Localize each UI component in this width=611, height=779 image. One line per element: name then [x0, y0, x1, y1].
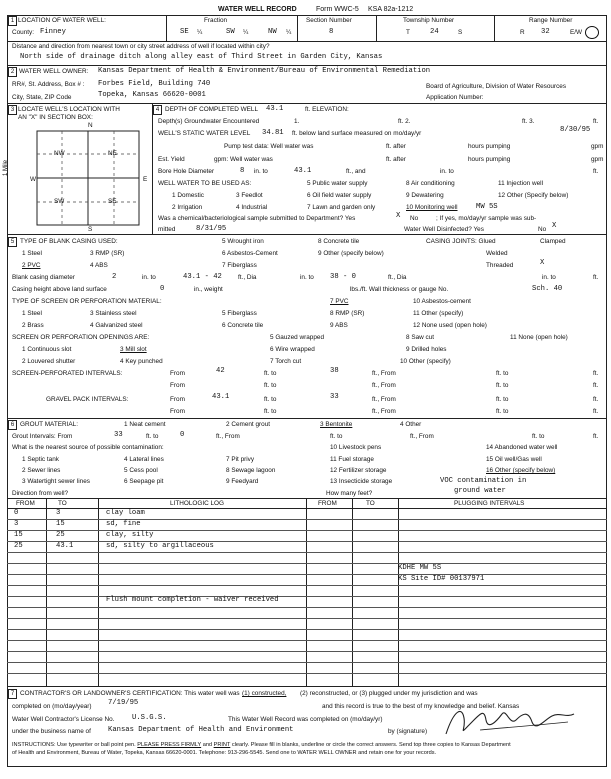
- casing-diameter-label: Blank casing diameter: [12, 274, 75, 281]
- license-number: U.S.G.S.: [132, 714, 167, 722]
- gw-depth-1: 1.: [294, 118, 300, 125]
- log-rule-line: [7, 662, 607, 663]
- gw-depth-3: ft. 3.: [522, 118, 535, 125]
- source-fertilizer: 12 Fertilizer storage: [330, 467, 387, 474]
- disinfected-no: No: [538, 226, 547, 233]
- source-feedyard: 9 Feedyard: [226, 478, 259, 485]
- log-row-3-to: 25: [56, 531, 65, 539]
- source-fuel: 11 Fuel storage: [330, 456, 374, 463]
- county-value: Finney: [40, 28, 66, 36]
- source-watertight: 3 Watertight sewer lines: [22, 478, 90, 485]
- bore-in-to: in. to: [254, 168, 268, 175]
- range-number: 32: [541, 28, 550, 36]
- west-circle-mark: [585, 26, 599, 39]
- spi-to-1: ft. to: [264, 370, 277, 377]
- board-label: Board of Agriculture, Division of Water Resources: [426, 83, 567, 90]
- log-rule-line: [7, 530, 607, 531]
- log-row-1-desc: clay loam: [106, 509, 145, 517]
- casing-steel: 1 Steel: [22, 250, 42, 257]
- certification-label: CONTRACTOR'S OR LANDOWNER'S CERTIFICATION: This water well was: [20, 690, 240, 697]
- casing-height: 0: [160, 285, 165, 293]
- section-grid: [36, 130, 140, 226]
- screen-concrete: 6 Concrete tile: [222, 322, 264, 329]
- opening-gauzed: 5 Gauzed wrapped: [270, 334, 325, 341]
- threaded-x: X: [540, 259, 545, 267]
- township-number: 24: [430, 28, 439, 36]
- license-label: Water Well Contractor's License No.: [12, 716, 115, 723]
- casing-dia-3: ft., Dia: [388, 274, 407, 281]
- spi-from-3: From: [170, 382, 185, 389]
- section-5-number: 5: [8, 237, 17, 247]
- completed-date: 7/19/95: [108, 699, 139, 707]
- owner-city: Topeka, Kansas 66620-0001: [98, 91, 206, 99]
- log-row-1-to: 3: [56, 509, 61, 517]
- gpi-to-1: ft. to: [264, 396, 277, 403]
- casing-type-label: TYPE OF BLANK CASING USED:: [20, 238, 118, 245]
- opening-louvered: 2 Louvered shutter: [22, 358, 76, 365]
- log-row-4-to: 43.1: [56, 542, 74, 550]
- log-rule-line: [7, 673, 607, 674]
- opening-other: 10 Other (specify): [400, 358, 451, 365]
- spi-from-value: 42: [216, 367, 225, 375]
- true-statement: and this record is true to the best of my knowledge and belief. Kansas: [322, 703, 520, 710]
- casing-asbestos: 6 Asbestos-Cement: [222, 250, 278, 257]
- grout-to-value: 0: [180, 431, 185, 439]
- joints-glued: CASING JOINTS: Glued: [426, 238, 496, 245]
- source-livestock: 10 Livestock pens: [330, 444, 382, 451]
- casing-pvc: 2 PVC: [22, 262, 41, 269]
- source-other: 16 Other (specify below): [486, 467, 556, 474]
- casing-wrought-iron: 5 Wrought iron: [222, 238, 264, 245]
- screen-other: 11 Other (specify): [413, 310, 464, 317]
- use-public: 5 Public water supply: [307, 180, 368, 187]
- use-domestic: 1 Domestic: [172, 192, 204, 199]
- screen-pvc: 7 PVC: [330, 298, 349, 305]
- divider: [376, 15, 377, 41]
- quarter-3: ¼: [286, 29, 292, 36]
- plug-to-header: TO: [366, 500, 375, 507]
- log-rule-line: [7, 629, 607, 630]
- west-label: W: [30, 176, 37, 183]
- use-injection: 11 Injection well: [498, 180, 543, 187]
- contamination-label: What is the nearest source of possible contamination:: [12, 444, 164, 451]
- gpi-from-1: From: [170, 396, 185, 403]
- grout-other: 4 Other: [400, 421, 422, 428]
- casing-wall-label: lbs./ft. Wall thickness or gauge No.: [350, 286, 449, 293]
- opening-continuous: 1 Continuous slot: [22, 346, 72, 353]
- form-title: WATER WELL RECORD: [218, 6, 297, 13]
- south-label: S: [88, 226, 93, 233]
- gpi-ft: ft.: [593, 396, 599, 403]
- use-industrial: 4 Industrial: [236, 204, 268, 211]
- gw-ft: ft.: [593, 118, 599, 125]
- grout-from-2: ft., From: [216, 433, 240, 440]
- joints-welded: Welded: [486, 250, 508, 257]
- gpi-to-4: ft. to: [496, 408, 509, 415]
- screen-brass: 2 Brass: [22, 322, 44, 329]
- grout-to-2: ft. to: [330, 433, 343, 440]
- pump-after: ft. after: [386, 143, 406, 150]
- section-3-label-1: LOCATE WELL'S LOCATION WITH: [18, 106, 120, 113]
- completion-note: Flush mount completion - waiver received: [106, 596, 279, 604]
- owner-address: Forbes Field, Building 740: [98, 80, 211, 88]
- application-number-label: Application Number:: [426, 94, 484, 101]
- log-rule-line: [7, 585, 607, 586]
- divider: [166, 15, 167, 41]
- spi-to-4: ft. to: [496, 382, 509, 389]
- elevation-label: ft. ELEVATION:: [305, 106, 349, 113]
- source-cess: 5 Cess pool: [124, 467, 158, 474]
- log-row-1-from: 0: [14, 509, 19, 517]
- township-t: T: [406, 29, 410, 36]
- yield-gpm: gpm: [591, 156, 604, 163]
- bore-ft: ft.: [593, 168, 599, 175]
- log-rule-line: [7, 519, 607, 520]
- screen-stainless: 3 Stainless steel: [90, 310, 137, 317]
- source-seepage: 6 Seepage pit: [124, 478, 164, 485]
- casing-in-to: in. to: [142, 274, 156, 281]
- use-irrigation: 2 Irrigation: [172, 204, 203, 211]
- yield-hours: hours pumping: [468, 156, 511, 163]
- gpi-from-4: ft., From: [372, 408, 396, 415]
- casing-dia-2: ft., Dia: [238, 274, 257, 281]
- log-rule-line: [7, 651, 607, 652]
- static-level-label: WELL'S STATIC WATER LEVEL: [158, 130, 251, 137]
- log-row-2-to: 15: [56, 520, 65, 528]
- use-lawn: 7 Lawn and garden only: [307, 204, 376, 211]
- distance-value: North side of drainage ditch along alley east of Third Street in Garden City, Kansas: [20, 53, 383, 61]
- source-lagoon: 8 Sewage lagoon: [226, 467, 276, 474]
- pump-gpm: gpm: [591, 143, 604, 150]
- log-row-3-desc: clay, silty: [106, 531, 154, 539]
- fraction-2: SW: [226, 28, 235, 36]
- grout-neat: 1 Neat cement: [124, 421, 166, 428]
- nw-label: NW: [54, 150, 65, 157]
- divider: [297, 15, 298, 41]
- log-to-header: TO: [58, 500, 67, 507]
- screen-type-label: TYPE OF SCREEN OR PERFORATION MATERIAL:: [12, 298, 162, 305]
- screen-galvanized: 4 Galvanized steel: [90, 322, 143, 329]
- section-1-number: 1: [8, 16, 17, 26]
- section-7-number: 7: [8, 689, 17, 699]
- use-feedlot: 3 Feedlot: [236, 192, 263, 199]
- signature-label: by (signature): [388, 728, 428, 735]
- section-2-label: WATER WELL OWNER:: [19, 68, 89, 75]
- source-septic: 1 Septic tank: [22, 456, 59, 463]
- section-2-number: 2: [8, 67, 17, 77]
- grout-from-value: 33: [114, 431, 123, 439]
- casing-in-to-3: in. to: [542, 274, 556, 281]
- spi-ft-2: ft.: [593, 382, 599, 389]
- disinfected-x: X: [552, 222, 557, 230]
- bore-and: ft., and: [346, 168, 366, 175]
- grout-label: GROUT MATERIAL:: [20, 421, 78, 428]
- distance-label: Distance and direction from nearest town or city street address of well if located within city?: [12, 43, 270, 50]
- quarter-1: ¼: [197, 29, 203, 36]
- gpi-from-3: From: [170, 408, 185, 415]
- source-sewer: 2 Sewer lines: [22, 467, 61, 474]
- disinfected-label: Water Well Disinfected? Yes: [404, 226, 484, 233]
- gpi-to-3: ft. to: [264, 408, 277, 415]
- gpi-to-2: ft. to: [496, 396, 509, 403]
- section-number-label: Section Number: [306, 17, 352, 24]
- yield-after: ft. after: [386, 156, 406, 163]
- plugging-note-2: KS Site ID# 00137971: [398, 575, 485, 583]
- grout-intervals-label: Grout Intervals: From: [12, 433, 73, 440]
- divider: [494, 15, 495, 41]
- other-contamination-1: VOC contamination in: [440, 477, 527, 485]
- fraction-1: SE: [180, 28, 189, 36]
- signature: [440, 700, 580, 742]
- grout-cement: 2 Cement grout: [226, 421, 271, 428]
- business-name-label: under the business name of: [12, 728, 91, 735]
- screen-fiberglass: 5 Fiberglass: [222, 310, 257, 317]
- gpi-from-2: ft., From: [372, 396, 396, 403]
- spi-to-value: 38: [330, 367, 339, 375]
- ksa-reference: KSA 82a-1212: [368, 6, 414, 13]
- log-row-4-desc: sd, silty to argillaceous: [106, 542, 214, 550]
- gravel-intervals-label: GRAVEL PACK INTERVALS:: [46, 396, 129, 403]
- monitoring-well-id: MW 5S: [476, 203, 498, 211]
- ne-label: NE: [108, 150, 117, 157]
- opening-saw: 8 Saw cut: [406, 334, 435, 341]
- log-litho-header: LITHOLOGIC LOG: [170, 500, 224, 507]
- casing-depth: 43.1 - 42: [183, 273, 222, 281]
- plugging-header: PLUGGING INTERVALS: [454, 500, 525, 507]
- bore-in-to-2: in. to: [440, 168, 454, 175]
- casing-diameter: 2: [112, 273, 117, 281]
- source-insecticide: 13 Insecticide storage: [330, 478, 393, 485]
- yield-label: Est. Yield: [158, 156, 185, 163]
- grout-from-3: ft., From: [410, 433, 434, 440]
- fraction-3: NW: [268, 28, 277, 36]
- casing-abs: 4 ABS: [90, 262, 108, 269]
- sample-date: 8/31/95: [196, 225, 227, 233]
- business-name: Kansas Department of Health and Environment: [108, 726, 294, 734]
- casing-concrete: 8 Concrete tile: [318, 238, 360, 245]
- range-ew: E/W: [570, 29, 583, 36]
- bore-depth: 43.1: [294, 167, 312, 175]
- log-rule-line: [7, 574, 607, 575]
- screen-steel: 1 Steel: [22, 310, 42, 317]
- sample-yes-mark: X: [396, 212, 401, 220]
- section-4-number: 4: [153, 105, 162, 115]
- spi-from-1: From: [170, 370, 185, 377]
- sw-label: SW: [54, 198, 65, 205]
- casing-other: 9 Other (specify below): [318, 250, 384, 257]
- screen-intervals-label: SCREEN-PERFORATED INTERVALS:: [12, 370, 123, 377]
- log-rule-line: [7, 563, 607, 564]
- use-label: WELL WATER TO BE USED AS:: [158, 180, 252, 187]
- openings-label: SCREEN OR PERFORATION OPENINGS ARE:: [12, 334, 150, 341]
- log-rule-line: [7, 640, 607, 641]
- gpi-from-value: 43.1: [212, 393, 230, 401]
- casing-in-to-2: in. to: [300, 274, 314, 281]
- source-oil-gas: 15 Oil well/Gas well: [486, 456, 542, 463]
- use-monitoring-well: 10 Monitoring well: [406, 204, 458, 211]
- static-level-desc: ft. below land surface measured on mo/day/yr: [292, 130, 422, 137]
- source-privy: 7 Pit privy: [226, 456, 255, 463]
- spi-from-4: ft., From: [372, 382, 396, 389]
- opening-torch: 7 Torch cut: [270, 358, 302, 365]
- screen-none: 12 None used (open hole): [413, 322, 487, 329]
- spi-ft: ft.: [593, 370, 599, 377]
- plug-from-header: FROM: [318, 500, 337, 507]
- east-label: E: [143, 176, 148, 183]
- opening-drilled: 9 Drilled holes: [406, 346, 447, 353]
- plugging-note-1: KDHE MW 5S: [398, 564, 442, 572]
- log-row-3-from: 15: [14, 531, 23, 539]
- log-row-4-from: 25: [14, 542, 23, 550]
- depth-value: 43.1: [266, 105, 284, 113]
- casing-ft: ft.: [593, 274, 599, 281]
- pump-test-label: Pump test data: Well water was: [224, 143, 314, 150]
- section-number: 8: [329, 28, 334, 36]
- how-many-feet: How many feet?: [326, 490, 373, 497]
- use-air-conditioning: 8 Air conditioning: [406, 180, 455, 187]
- bore-diameter: 8: [240, 167, 245, 175]
- gw-depth-2: ft. 2.: [398, 118, 411, 125]
- log-rule-line: [7, 596, 607, 597]
- cert-constructed: (1) constructed,: [242, 690, 287, 697]
- mile-label: 1 Mile: [3, 159, 9, 176]
- joints-clamped: Clamped: [540, 238, 566, 245]
- fraction-label: Fraction: [204, 17, 228, 24]
- screen-asbestos: 10 Asbestos-cement: [413, 298, 471, 305]
- township-s: S: [458, 29, 463, 36]
- screen-rmp: 8 RMP (SR): [330, 310, 365, 317]
- record-completed-label: This Water Well Record was completed on (mo/day/yr): [228, 716, 383, 723]
- sample-no: No: [410, 215, 419, 222]
- direction-label: Direction from well?: [12, 490, 69, 497]
- log-rule-line: [7, 607, 607, 608]
- depth-label: DEPTH OF COMPLETED WELL: [165, 106, 259, 113]
- address-label: RR#, St. Address, Box # :: [12, 81, 85, 88]
- section-1-label: LOCATION OF WATER WELL:: [18, 17, 106, 24]
- source-abandoned: 14 Abandoned water well: [486, 444, 558, 451]
- log-rule-line: [7, 618, 607, 619]
- spi-to-2: ft. to: [496, 370, 509, 377]
- submitted-label: mitted: [158, 226, 176, 233]
- groundwater-depths-label: Depth(s) Groundwater Encountered: [158, 118, 260, 125]
- township-label: Township Number: [403, 17, 455, 24]
- spi-from-2: ft., From: [372, 370, 396, 377]
- completed-label: completed on (mo/day/year): [12, 703, 92, 710]
- quarter-2: ¼: [243, 29, 249, 36]
- form-frame: [7, 15, 607, 767]
- source-lateral: 4 Lateral lines: [124, 456, 164, 463]
- use-dewatering: 9 Dewatering: [406, 192, 444, 199]
- static-level-value: 34.81: [262, 129, 284, 137]
- sample-after: ; If yes, mo/day/yr sample was sub-: [436, 215, 537, 222]
- static-level-date: 8/30/95: [560, 126, 591, 134]
- use-oil-field: 6 Oil field water supply: [307, 192, 372, 199]
- log-rule-line: [7, 541, 607, 542]
- other-contamination-2: ground water: [454, 487, 506, 495]
- grout-ft: ft.: [593, 433, 599, 440]
- bore-label: Bore Hole Diameter: [158, 168, 215, 175]
- opening-mill-slot: 3 Mill slot: [120, 346, 147, 353]
- grout-bentonite: 3 Bentonite: [320, 421, 353, 428]
- opening-key-punched: 4 Key punched: [120, 358, 163, 365]
- county-label: County:: [12, 29, 35, 36]
- range-label: Range Number: [529, 17, 573, 24]
- north-label: N: [88, 122, 93, 129]
- owner-name: Kansas Department of Health & Environment/Bureau of Environmental Remediation: [98, 67, 431, 75]
- section-3-label-2: AN "X" IN SECTION BOX:: [18, 114, 93, 121]
- grout-to-3: ft. to: [532, 433, 545, 440]
- section-6-number: 6: [8, 420, 17, 430]
- use-other: 12 Other (Specify below): [498, 192, 569, 199]
- gpi-to-value: 33: [330, 393, 339, 401]
- casing-weight: in., weight: [194, 286, 223, 293]
- casing-height-label: Casing height above land surface: [12, 286, 107, 293]
- casing-rmp: 3 RMP (SR): [90, 250, 125, 257]
- se-label: SE: [108, 198, 117, 205]
- section-3-number: 3: [8, 105, 17, 115]
- form-number: Form WWC-5: [316, 6, 359, 13]
- screen-abs: 9 ABS: [330, 322, 348, 329]
- grout-to-1: ft. to: [146, 433, 159, 440]
- opening-wire: 6 Wire wrapped: [270, 346, 315, 353]
- casing-depth-2: 38 - 0: [330, 273, 356, 281]
- pump-hours: hours pumping: [468, 143, 511, 150]
- sample-question: Was a chemical/bacteriological sample submitted to Department? Yes: [158, 215, 356, 222]
- log-rule-line: [7, 552, 607, 553]
- casing-gauge: Sch. 40: [532, 285, 563, 293]
- opening-none: 11 None (open hole): [510, 334, 568, 341]
- gpi-ft-2: ft.: [593, 408, 599, 415]
- cert-rest: (2) reconstructed, or (3) plugged under my jurisdiction and was: [300, 690, 478, 697]
- log-from-header: FROM: [16, 500, 35, 507]
- spi-to-3: ft. to: [264, 382, 277, 389]
- log-row-2-from: 3: [14, 520, 19, 528]
- instructions-line-1: INSTRUCTIONS: Use typewriter or ball point pen. PLEASE PRESS FIRMLY and PRINT clearly. Please fill in blanks, underline or circle the correct answers. Send top three copies to Kansas Department: [12, 742, 511, 748]
- casing-fiberglass: 7 Fiberglass: [222, 262, 257, 269]
- city-label: City, State, ZIP Code: [12, 94, 72, 101]
- instructions-line-2: of Health and Environment, Bureau of Water, Topeka, Kansas 66620-0001. Telephone: 913-296-5545. Send one to WATER WELL OWNER and retain one for your records.: [12, 750, 437, 756]
- range-r: R: [520, 29, 525, 36]
- yield-desc: gpm: Well water was: [214, 156, 273, 163]
- log-row-2-desc: sd, fine: [106, 520, 141, 528]
- joints-threaded: Threaded: [486, 262, 514, 269]
